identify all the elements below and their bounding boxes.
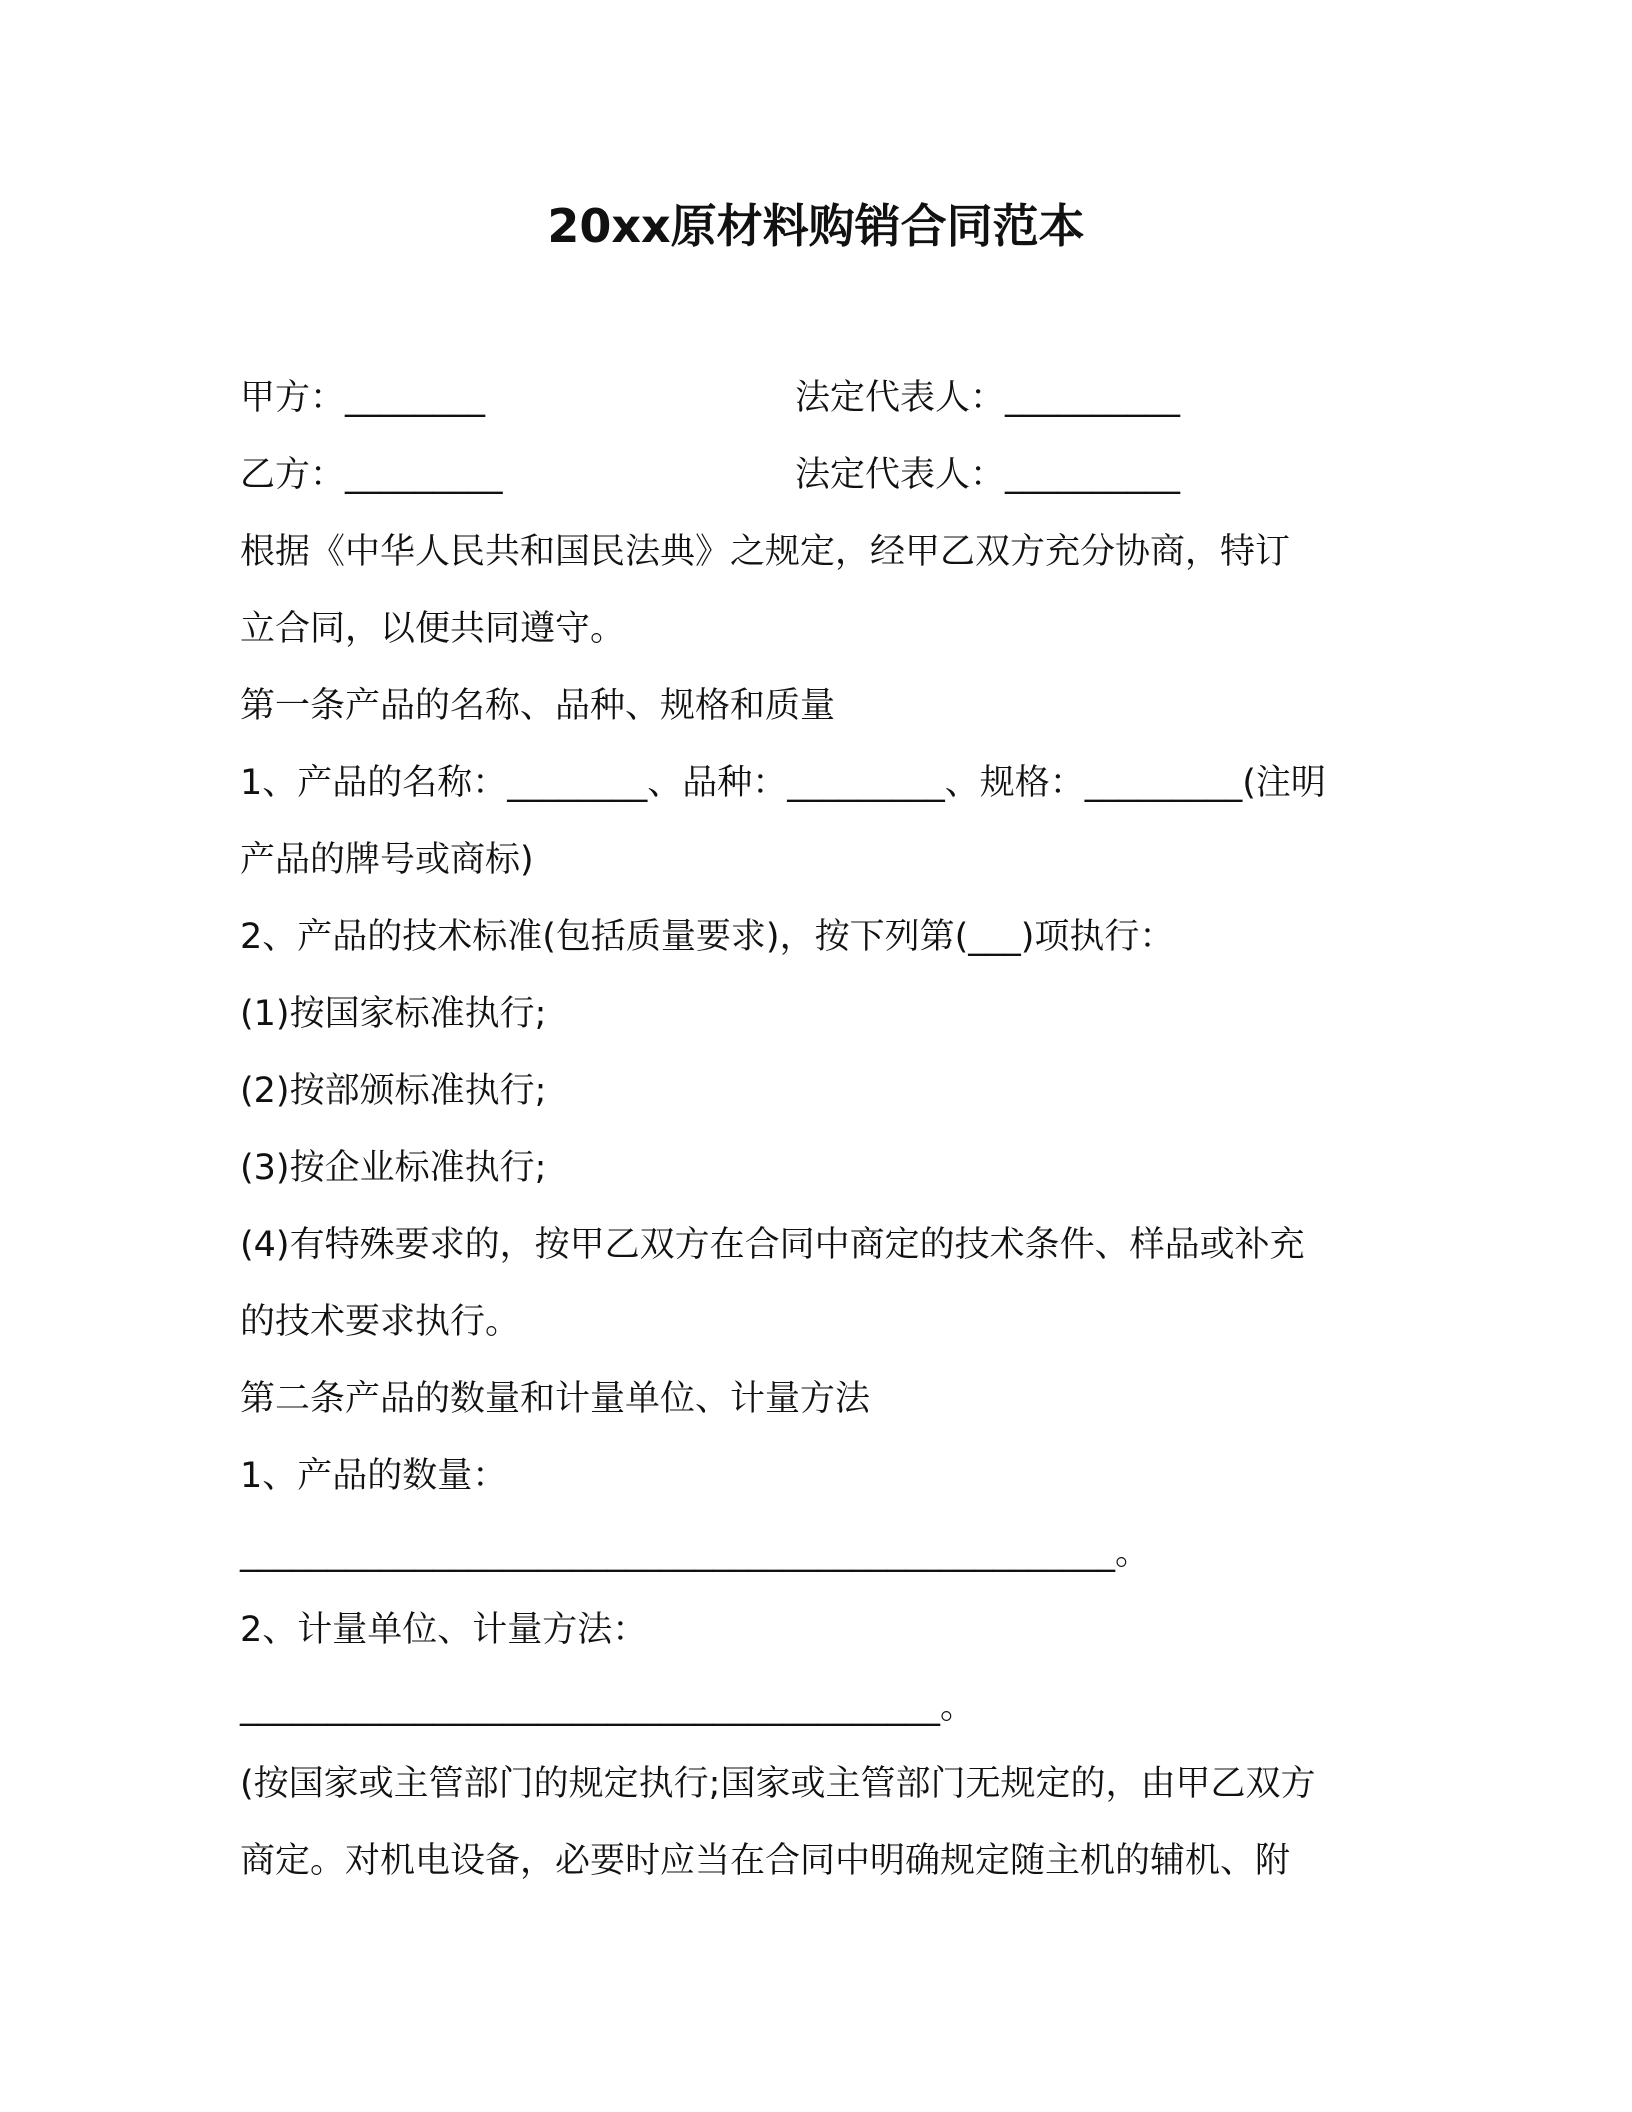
party-b-row [240, 437, 1390, 514]
party-a-label: 甲方：________ [240, 378, 486, 418]
article-heading: 第二条产品的数量和计量单位、计量方法 [240, 1379, 871, 1419]
paragraph-line: 商定。对机电设备，必要时应当在合同中明确规定随主机的辅机、附 [240, 1841, 1291, 1881]
paragraph-line: 1、产品的名称：________、品种：_________、规格：_________(注明 [240, 763, 1326, 803]
article-heading: 第一条产品的名称、品种、规格和质量 [240, 686, 836, 726]
paragraph-line: 的技术要求执行。 [240, 1302, 521, 1342]
paragraph-line: 产品的牌号或商标) [240, 840, 534, 880]
paragraph-line: (按国家或主管部门的规定执行;国家或主管部门无规定的，由甲乙双方 [240, 1764, 1316, 1804]
document-body [240, 360, 1390, 1900]
paragraph-line: 2、产品的技术标准(包括质量要求)，按下列第(___)项执行： [240, 917, 1175, 957]
party-a-representative: 法定代表人：__________ [795, 378, 1181, 418]
paragraph-line: 1、产品的数量： [240, 1456, 508, 1496]
paragraph-line: 2、计量单位、计量方法： [240, 1610, 648, 1650]
party-b-label: 乙方：_________ [240, 455, 503, 495]
party-b-representative: 法定代表人：__________ [795, 455, 1181, 495]
party-a-row [240, 360, 1390, 437]
fill-in-blank: ________________________________________。 [240, 1687, 976, 1727]
list-item: (3)按企业标准执行; [240, 1148, 547, 1188]
list-item: (4)有特殊要求的，按甲乙双方在合同中商定的技术条件、样品或补充 [240, 1225, 1305, 1265]
paragraph-line: 立合同，以便共同遵守。 [240, 609, 626, 649]
fill-in-blank: __________________________________________________。 [240, 1533, 1151, 1573]
list-item: (1)按国家标准执行; [240, 994, 547, 1034]
document-title: 20xx原材料购销合同范本 [547, 199, 1085, 253]
list-item: (2)按部颁标准执行; [240, 1071, 547, 1111]
paragraph-line: 根据《中华人民共和国民法典》之规定，经甲乙双方充分协商，特订 [240, 532, 1291, 572]
